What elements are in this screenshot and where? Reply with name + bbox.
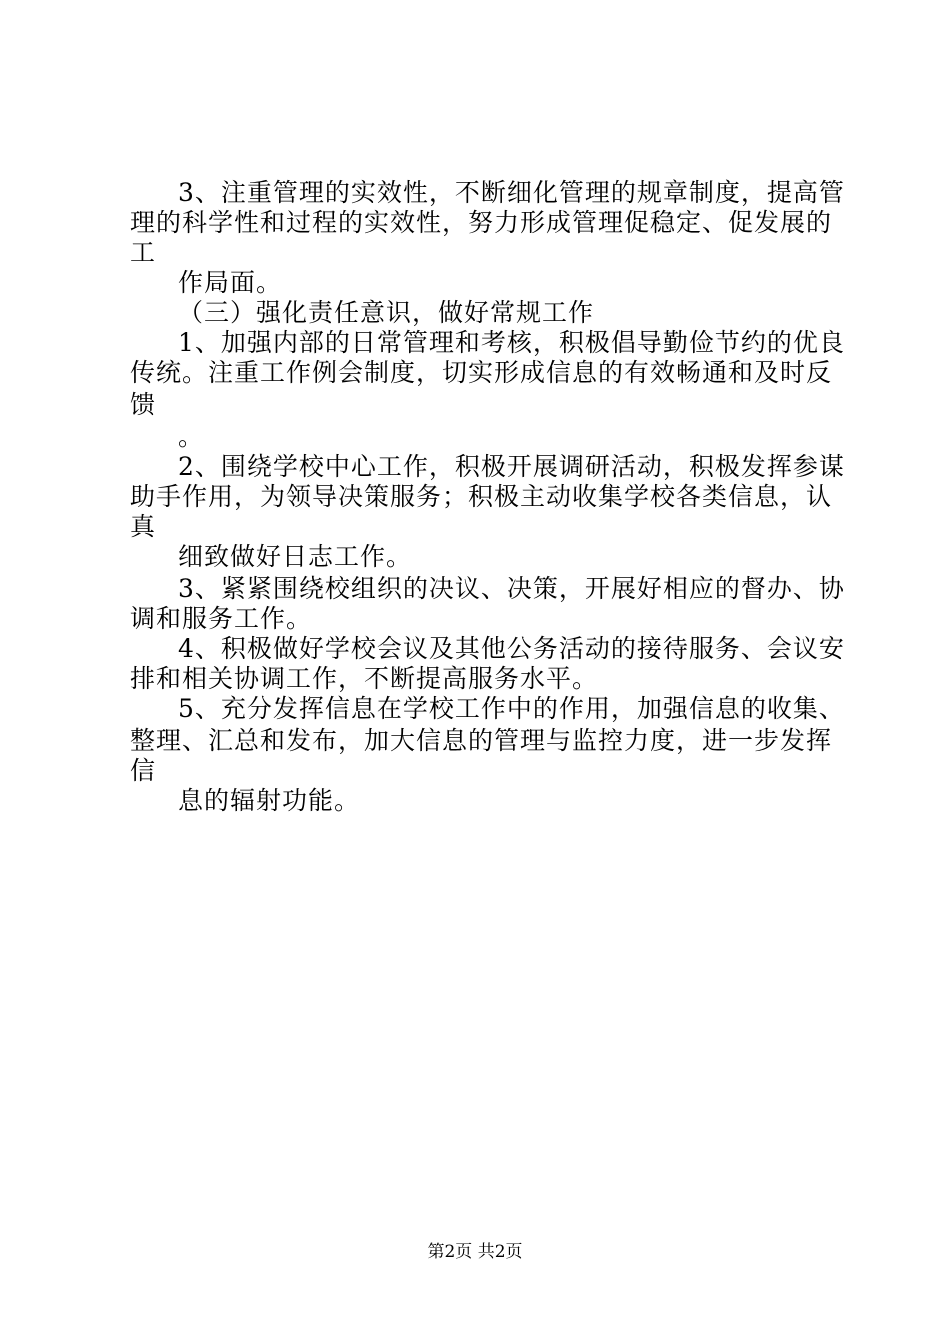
paragraph-line: 息的辐射功能。 (178, 786, 361, 815)
paragraph-line: 1、加强内部的日常管理和考核，积极倡导勤俭节约的优良 (178, 328, 845, 357)
paragraph-line: 3、注重管理的实效性，不断细化管理的规章制度，提高管 (178, 178, 845, 207)
paragraph-line: 细致做好日志工作。 (178, 542, 413, 571)
paragraph-line: 3、紧紧围绕校组织的决议、决策，开展好相应的督办、协 (178, 574, 845, 603)
paragraph-line: 5、充分发挥信息在学校工作中的作用，加强信息的收集、 (178, 694, 845, 723)
paragraph-line: 信 (130, 756, 157, 785)
paragraph-line: 真 (130, 512, 157, 541)
paragraph-line: 助手作用，为领导决策服务；积极主动收集学校各类信息，认 (130, 482, 833, 511)
paragraph-line: 。 (178, 422, 205, 451)
paragraph-line: 整理、汇总和发布，加大信息的管理与监控力度，进一步发挥 (130, 726, 833, 755)
paragraph-line: 排和相关协调工作，不断提高服务水平。 (130, 664, 599, 693)
paragraph-line: 调和服务工作。 (130, 604, 313, 633)
paragraph-line: 工 (130, 238, 157, 267)
paragraph-line: 馈 (130, 390, 157, 419)
paragraph-line: 作局面。 (178, 268, 283, 297)
paragraph-line: 理的科学性和过程的实效性，努力形成管理促稳定、促发展的 (130, 208, 833, 237)
paragraph-line: 传统。注重工作例会制度，切实形成信息的有效畅通和及时反 (130, 358, 833, 387)
paragraph-line: 2、围绕学校中心工作，积极开展调研活动，积极发挥参谋 (178, 452, 845, 481)
section-heading: （三）强化责任意识，做好常规工作 (178, 298, 595, 327)
paragraph-line: 4、积极做好学校会议及其他公务活动的接待服务、会议安 (178, 634, 845, 663)
page-number-footer: 第2页 共2页 (427, 1242, 523, 1262)
